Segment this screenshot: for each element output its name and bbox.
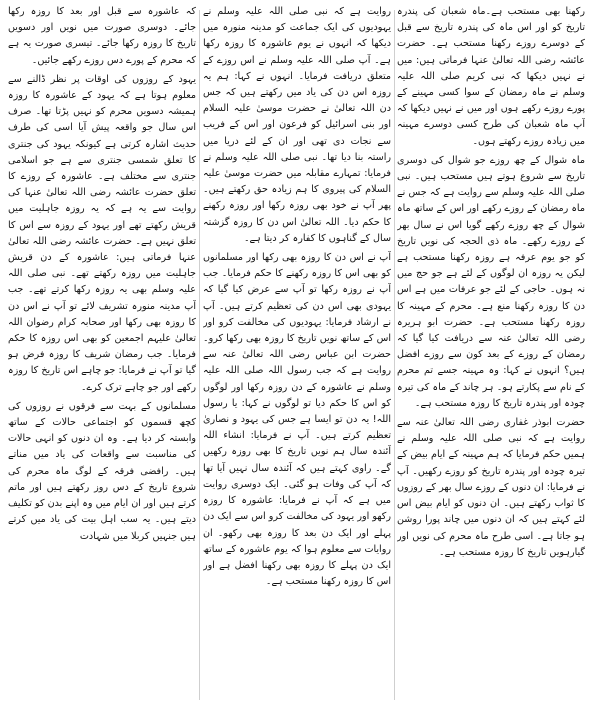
column-separator	[199, 10, 200, 700]
paragraph: کہ عاشورہ سے قبل اور بعد کا روزہ رکھا جائے۔ دوسری صورت میں نویں اور دسویں تاریخ کا روزہ رکھا جائے۔ تیسری صورت یہ ہے کہ محرم کے پورے دس روزے رکھے جائیں۔	[8, 6, 196, 66]
text-column-left	[8, 4, 196, 704]
paragraph: مسلمانوں کے بہت سے فرقوں نے روزوں کی کچھ قسموں کو اجتماعی حالات کے ساتھ وابستہ کر دیا ہے۔ وہ ان دنوں کو انہی حالات کی مناسبت سے واقعات کی یاد میں مناتے ہیں۔ رافضی فرقہ کے لوگ ماہ محرم کی شروع تاریخ کے دس روز رکھتے ہیں اور ماتم کرتے ہیں اور ان ایام میں وہ اپنے بدن کو تکلیف دیتے ہیں۔ یہ سب اہل بیت کی یاد میں کرتے ہیں جنہیں کربلا میں شہادت	[8, 400, 196, 542]
paragraph: رکھنا بھی مستحب ہے۔ماہ شعبان کی پندرہ تاریخ کو اور اس ماہ کی پندرہ تاریخ سے قبل کے دوسرے روزے رکھنا مستحب ہے۔ حضرت عائشہ رضی اللہ تعالیٰ عنہا فرماتی ہیں: میں نے نہیں دیکھا کہ نبی کریم صلی اللہ علیہ وسلم نے ماہ رمضان کے سوا کسی مہینے کے پورے روزے رکھے ہوں اور میں نے نہیں دیکھا کہ آپ ماہ شعبان کی طرح کسی دوسرے مہینہ میں زیادہ روزے رکھتے ہوں۔	[397, 6, 585, 147]
paragraph: ماہ شوال کے چھ روزے جو شوال کی دوسری تاریخ سے شروع ہوتے ہیں مستحب ہیں۔ نبی صلی اللہ علیہ وسلم سے روایت ہے کہ جس نے ماہ رمضان کے روزے رکھے اور اس کے ساتھ ماہ شوال کے چھ روزے رکھے گویا اس نے سال بھر کے روزے رکھے۔ ماہ ذی الحجہ کی نویں تاریخ کو جو یوم عرفہ ہے روزہ رکھنا مستحب ہے لیکن یہ روزہ ان لوگوں کے لئے ہے جو حج میں نہ ہوں۔ حاجی کے لئے جو عرفات میں ہے اس دن کا روزہ رکھنا منع ہے۔ محرم کے مہینہ کا روزہ رکھنا مستحب ہے۔ حضرت ابو ہریرہ رضی اللہ تعالیٰ عنہ سے دریافت کیا گیا کہ رمضان کے روزے کے بعد کون سے روزے افضل ہیں؟ انہوں نے کہا: وہ مہینہ جسے تم محرم کے نام سے پکارتے ہو۔ ہر چاند کے ماہ کی تیرہ چودہ اور پندرہ تاریخ کا روزہ مستحب ہے۔	[397, 154, 585, 409]
paragraph: حضرت ابوذر غفاری رضی اللہ تعالیٰ عنہ سے روایت ہے کہ نبی صلی اللہ علیہ وسلم نے ہمیں حکم فرمایا کہ ہم مہینہ کے ایام بیض کے تیرہ چودہ اور پندرہ تاریخ کو روزے رکھیں۔ آپ نے فرمایا: ان دنوں کے روزے سال بھر کے روزوں کا ثواب رکھتے ہیں۔ ان دنوں کو ایام بیض اس لئے کہتے ہیں کہ ان دنوں میں چاند پورا روشن ہو جاتا ہے۔ اسی طرح ماہ محرم کی نویں اور گیارہویں تاریخ کا روزہ مستحب ہے۔	[397, 417, 585, 558]
column-separator	[394, 10, 395, 700]
paragraph: آپ نے اس دن کا روزہ بھی رکھا اور مسلمانوں کو بھی اس کا روزہ رکھنے کا حکم فرمایا۔ جب آپ نے روزہ رکھا تو آپ سے عرض کیا گیا کہ یہودی بھی اس دن کی تعظیم کرتے ہیں۔ آپ نے ارشاد فرمایا: یہودیوں کی مخالفت کرو اور اس کے ساتھ نویں تاریخ کا روزہ بھی رکھا کرو۔ حضرت ابن عباس رضی اللہ تعالیٰ عنہ سے روایت ہے کہ جب رسول اللہ صلی اللہ علیہ وسلم نے عاشورہ کے دن روزہ رکھا اور لوگوں کو اس کا حکم دیا تو لوگوں نے کہا: یا رسول اللہ! یہ دن تو ایسا ہے جس کی یہود و نصاریٰ تعظیم کرتے ہیں۔ آپ نے فرمایا: انشاء اللہ آئندہ سال ہم نویں تاریخ کا بھی روزہ رکھیں گے۔ راوی کہتے ہیں کہ آئندہ سال نہیں آیا تھا کہ آپ کی وفات ہو گئی۔ ایک دوسری روایت میں ہے کہ آپ نے فرمایا: عاشورہ کا روزہ رکھو اور یہود کی مخالفت کرو اس سے ایک دن پہلے اور ایک دن بعد کا روزہ بھی رکھو۔ ان روایات سے معلوم ہوا کہ یوم عاشورہ کے ساتھ ایک دن پہلے کا روزہ بھی رکھنا افضل ہے اور اس کا روزہ رکھنا مستحب ہے۔	[203, 252, 391, 588]
paragraph: روایت ہے کہ نبی صلی اللہ علیہ وسلم نے یہودیوں کی ایک جماعت کو مدینہ منورہ میں دیکھا کہ انہوں نے یوم عاشورہ کا روزہ رکھا ہے۔ آپ صلی اللہ علیہ وسلم نے اس روزے کے متعلق دریافت فرمایا۔ انہوں نے کہا: ہم یہ روزہ اس دن کی یاد میں رکھتے ہیں کہ جس دن اللہ تعالیٰ نے حضرت موسیٰ علیہ السلام اور بنی اسرائیل کو فرعون اور اس کے فریب سے نجات دی تھی اور ان کے لئے دریا میں راستہ بنا دیا تھا۔ نبی صلی اللہ علیہ وسلم نے فرمایا: تمہارے مقابلہ میں حضرت موسیٰ علیہ السلام کی پیروی کا ہم زیادہ حق رکھتے ہیں۔ پھر آپ نے خود بھی روزہ رکھا اور روزہ رکھنے کا حکم دیا۔ اللہ تعالیٰ اس دن کا روزہ گزشتہ سال کے گناہوں کا کفارہ کر دیتا ہے۔	[203, 6, 391, 244]
text-column-right	[397, 4, 585, 704]
text-column-middle	[203, 4, 391, 704]
paragraph: یہود کے روزوں کی اوقات پر نظر ڈالنے سے معلوم ہوتا ہے کہ یہود کے عاشورہ کا روزہ ہمیشہ دسویں محرم کو نہیں پڑتا تھا۔ صرف اس سال جو واقعہ پیش آیا اسی کی طرف حدیث اشارہ کرتی ہے کیونکہ یہود کی جنتری کا تعلق شمسی جنتری سے ہے جو اسلامی جنتری سے مختلف ہے۔ عاشورہ کے روزے کا تعلق حضرت عائشہ رضی اللہ تعالیٰ عنہا کی روایت سے یہ ہے کہ یہ روزہ جاہلیت میں قریش رکھتے تھے اور یہود کے روزہ سے اس کا تعلق نہیں ہے۔ حضرت عائشہ رضی اللہ تعالیٰ عنہا فرماتی ہیں: عاشورہ کے دن قریش جاہلیت میں روزہ رکھتے تھے۔ نبی صلی اللہ علیہ وسلم بھی یہ روزہ رکھا کرتے تھے۔ جب آپ مدینہ منورہ تشریف لائے تو آپ نے اس دن کا روزہ بھی رکھا اور صحابہ کرام رضوان اللہ تعالیٰ علیہم اجمعین کو بھی اس روزہ کا حکم فرمایا۔ جب رمضان شریف کا روزہ فرض ہو گیا تو آپ نے فرمایا: جو چاہے اس تاریخ کا روزہ رکھے اور جو چاہے ترک کرے۔	[8, 73, 196, 393]
